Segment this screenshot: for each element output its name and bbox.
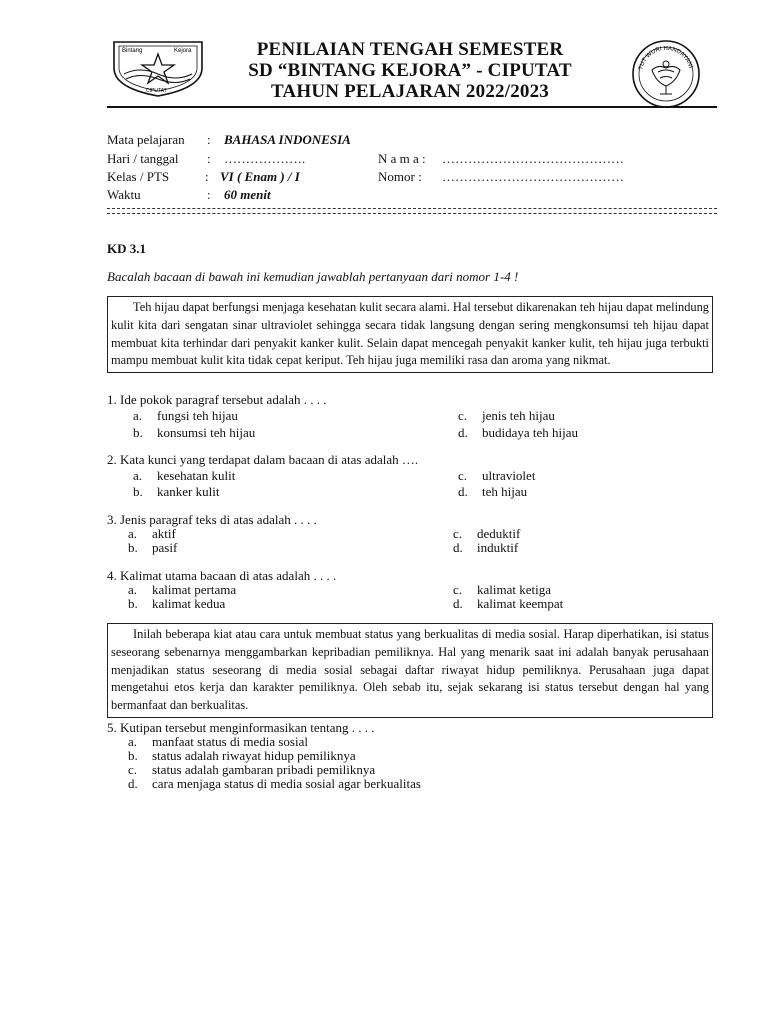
nama-value: …………………………………… (442, 151, 624, 166)
option-letter: c. (453, 526, 463, 541)
passage-1: Teh hijau dapat berfungsi menjaga kesehatan kulit secara alami. Hal tersebut dikarenakan teh hijau dapat melindung kulit kita dari sengatan sinar ultraviolet sehingga secara tidak langsung dengan sering mengkonsumsi teh hijau dapat membuat kita terhindar dari penyakit kanker kulit. Selain dapat mencegah penyakit kanker kulit, teh hijau juga terbukti mampu membuat kulit kita tidak cepat keriput. Teh hijau juga memiliki rasa dan aroma yang nikmat. (107, 296, 713, 373)
option-text: kalimat ketiga (477, 582, 552, 597)
hari-label: Hari / tanggal (107, 151, 179, 166)
option-letter: c. (453, 582, 463, 597)
q1-option-c[interactable] (458, 408, 555, 424)
option-letter: d. (458, 484, 468, 499)
waktu-sep: : (207, 187, 211, 202)
option-text: ultraviolet (482, 468, 536, 483)
question-2: 2. Kata kunci yang terdapat dalam bacaan di atas adalah …. (107, 452, 419, 467)
mapel-label: Mata pelajaran (107, 132, 185, 147)
option-letter: d. (453, 596, 463, 611)
waktu-value: 60 menit (224, 187, 271, 202)
title-line-2: SD “BINTANG KEJORA” - CIPUTAT (248, 60, 572, 81)
question-5: 5. Kutipan tersebut menginformasikan tentang . . . . (107, 720, 375, 735)
logo-text-right: Kejora (174, 48, 192, 54)
q3-option-b[interactable] (128, 540, 177, 556)
option-letter: a. (128, 526, 138, 541)
nomor-value: …………………………………… (442, 169, 624, 184)
option-letter: b. (128, 540, 138, 555)
passage-2: Inilah beberapa kiat atau cara untuk membuat status yang berkualitas di media sosial. Harap diperhatikan, isi status seseorang sebenarnya menggambarkan kepribadian pemiliknya. Hal yang menarik saat ini adalah banyak perusahaan menjadikan status seseorang di media sosial sebagai daftar riwayat hidup pemiliknya. Perusahaan juga dapat mengetahui etos kerja dan karakter pemiliknya. Oleh sebab itu, sejak sekarang isi status tersebut dengan hal yang bermanfaat dan berkualitas. (107, 623, 713, 718)
option-text: fungsi teh hijau (157, 408, 238, 423)
hari-sep: : (207, 151, 211, 166)
logo-text-bottom: CIPUTAT (146, 88, 167, 94)
option-text: kalimat keempat (477, 596, 564, 611)
option-letter: c. (458, 408, 468, 423)
waktu-label: Waktu (107, 187, 141, 202)
question-1: 1. Ide pokok paragraf tersebut adalah . . . . (107, 392, 327, 407)
nomor-label: Nomor : (378, 169, 422, 184)
option-letter: b. (128, 748, 138, 763)
tut-wuri-text: TUT WURI HANDAYANI (638, 45, 694, 71)
kd-heading: KD 3.1 (107, 241, 146, 256)
mapel-value: BAHASA INDONESIA (224, 132, 351, 147)
option-letter: d. (453, 540, 463, 555)
option-letter: d. (458, 425, 468, 440)
tut-wuri-emblem (630, 38, 702, 110)
q1-option-b[interactable] (133, 425, 255, 441)
mapel-sep: : (207, 132, 211, 147)
kelas-sep: : (205, 169, 209, 184)
q2-option-c[interactable] (458, 468, 535, 484)
option-text: pasif (152, 540, 178, 555)
question-3: 3. Jenis paragraf teks di atas adalah . . . . (107, 512, 317, 527)
q1-option-d[interactable] (458, 425, 578, 441)
option-text: kesehatan kulit (157, 468, 236, 483)
q3-option-d[interactable] (453, 540, 518, 556)
option-letter: b. (128, 596, 138, 611)
option-letter: d. (128, 776, 138, 791)
q4-option-d[interactable] (453, 596, 563, 612)
meta-divider (107, 208, 717, 214)
title-line-1: PENILAIAN TENGAH SEMESTER (256, 39, 564, 60)
q5-option-d[interactable] (128, 776, 421, 792)
tut-wuri-logo (630, 38, 702, 110)
kelas-label: Kelas / PTS (107, 169, 170, 184)
option-text: konsumsi teh hijau (157, 425, 256, 440)
q2-option-b[interactable] (133, 484, 219, 500)
option-text: kalimat pertama (152, 582, 237, 597)
q2-option-a[interactable] (133, 468, 235, 484)
option-text: jenis teh hijau (482, 408, 555, 423)
option-text: teh hijau (482, 484, 528, 499)
option-letter: c. (458, 468, 468, 483)
hari-value: ………………. (224, 151, 306, 166)
option-letter: b. (133, 425, 143, 440)
option-letter: a. (128, 734, 138, 749)
option-text: induktif (477, 540, 519, 555)
q1-option-a[interactable] (133, 408, 238, 424)
kelas-value: VI ( Enam ) / I (220, 169, 300, 184)
logo-text-left: Bintang (122, 48, 143, 54)
title-line-3: TAHUN PELAJARAN 2022/2023 (270, 81, 550, 102)
option-text: manfaat status di media sosial (152, 734, 308, 749)
option-letter: a. (128, 582, 138, 597)
option-text: status adalah riwayat hidup pemiliknya (152, 748, 356, 763)
option-text: kanker kulit (157, 484, 220, 499)
option-text: deduktif (477, 526, 521, 541)
instruction: Bacalah bacaan di bawah ini kemudian jawablah pertanyaan dari nomor 1-4 ! (107, 269, 519, 284)
option-text: status adalah gambaran pribadi pemiliknya (152, 762, 376, 777)
q2-option-d[interactable] (458, 484, 527, 500)
nama-label: N a m a : (378, 151, 426, 166)
option-letter: b. (133, 484, 143, 499)
option-letter: a. (133, 468, 143, 483)
option-text: cara menjaga status di media sosial agar berkualitas (152, 776, 421, 791)
option-text: kalimat kedua (152, 596, 226, 611)
option-text: aktif (152, 526, 176, 541)
option-letter: a. (133, 408, 143, 423)
option-letter: c. (128, 762, 138, 777)
header-rule (107, 106, 717, 108)
q4-option-b[interactable] (128, 596, 225, 612)
option-text: budidaya teh hijau (482, 425, 579, 440)
question-4: 4. Kalimat utama bacaan di atas adalah . . . . (107, 568, 337, 583)
